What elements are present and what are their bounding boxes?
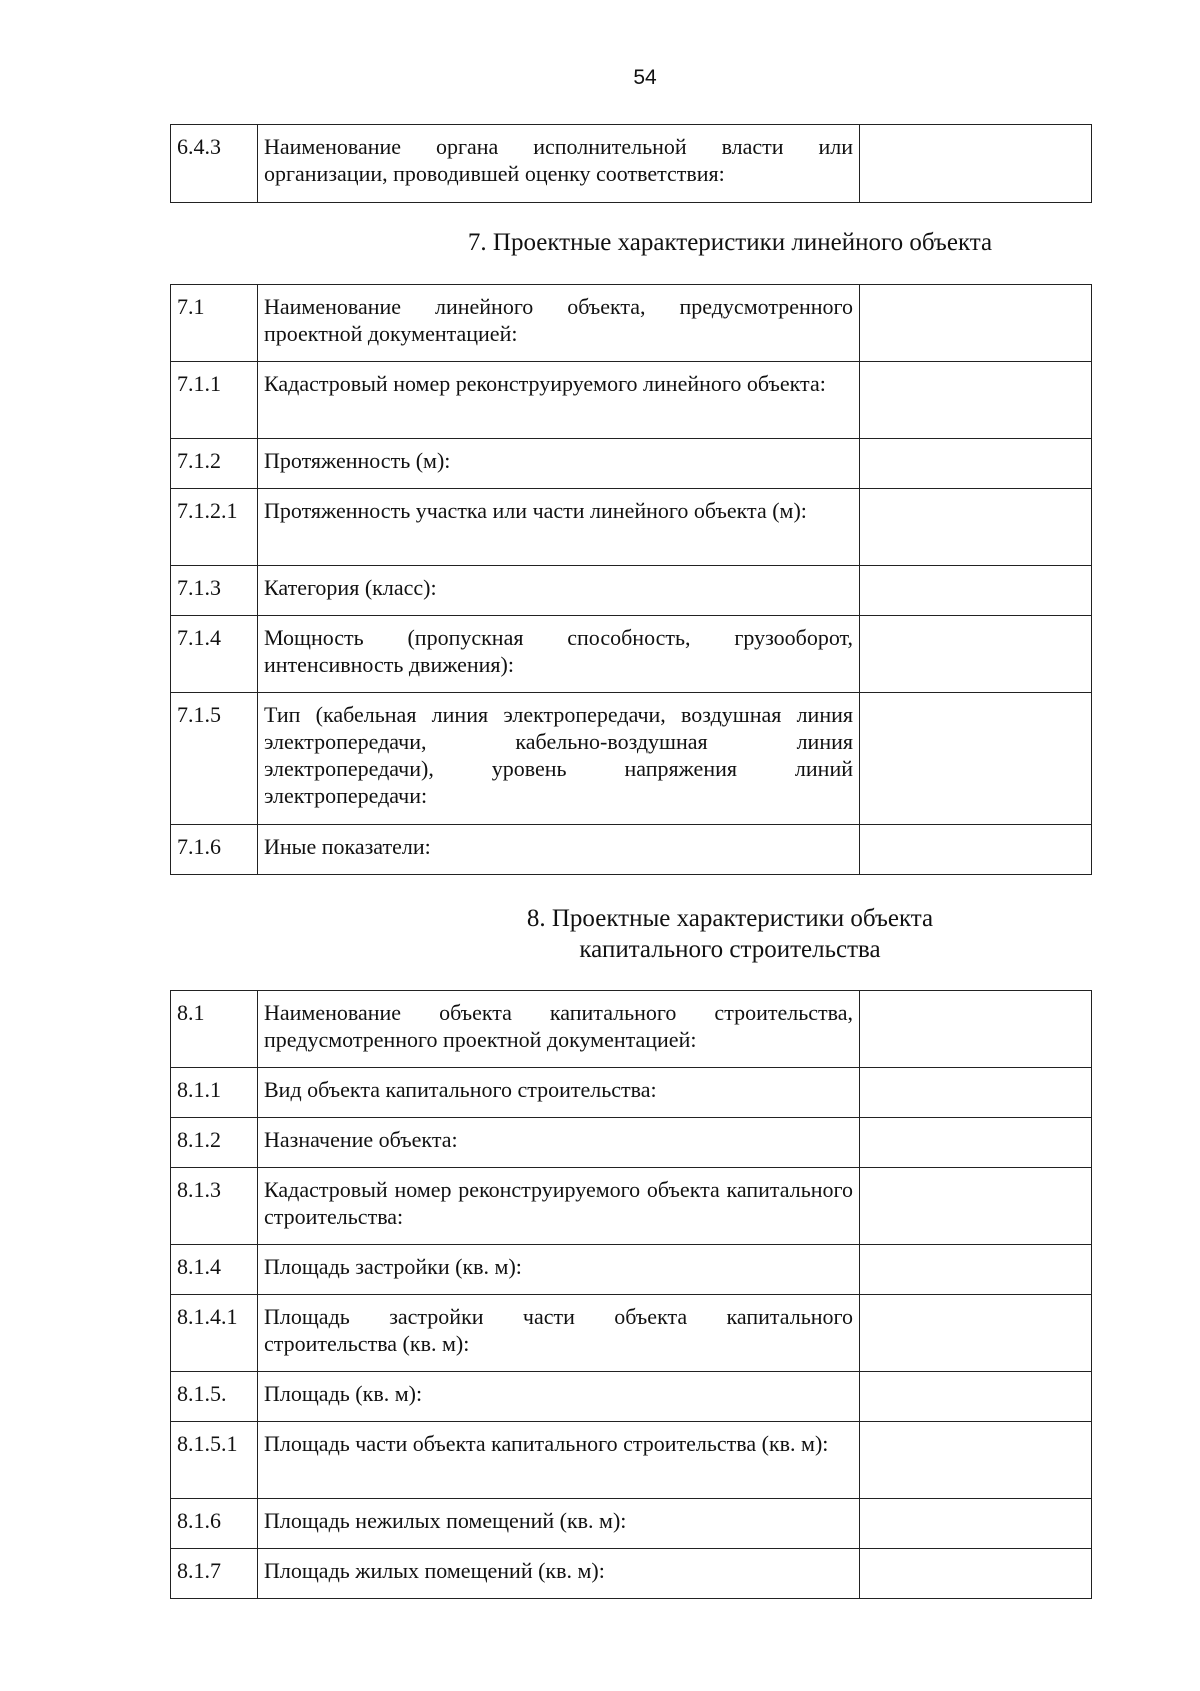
row-value-field[interactable] xyxy=(860,1499,1092,1549)
row-value-field[interactable] xyxy=(860,1245,1092,1295)
row-value-field[interactable] xyxy=(860,566,1092,616)
row-number: 8.1 xyxy=(171,991,258,1068)
row-value-field[interactable] xyxy=(860,489,1092,566)
row-value-field[interactable] xyxy=(860,1295,1092,1372)
row-value-field[interactable] xyxy=(860,285,1092,362)
table-row xyxy=(171,1118,1092,1168)
table-row xyxy=(171,825,1092,875)
table-row xyxy=(171,1422,1092,1499)
row-value-field[interactable] xyxy=(860,1422,1092,1499)
row-label: Кадастровый номер реконструируемого объекта капитального строительства: xyxy=(258,1168,860,1245)
table-row xyxy=(171,1549,1092,1599)
row-label: Площадь застройки (кв. м): xyxy=(258,1245,860,1295)
page-number: 54 xyxy=(633,66,657,89)
row-value-field[interactable] xyxy=(860,1168,1092,1245)
row-label: Категория (класс): xyxy=(258,566,860,616)
row-label: Протяженность участка или части линейного объекта (м): xyxy=(258,489,860,566)
table-row xyxy=(171,1372,1092,1422)
section-7-heading: 7. Проектные характеристики линейного объекта xyxy=(467,229,993,256)
table-section-7 xyxy=(170,284,1092,875)
row-value-field[interactable] xyxy=(860,693,1092,825)
row-number: 7.1.5 xyxy=(171,693,258,825)
row-label: Площадь жилых помещений (кв. м): xyxy=(258,1549,860,1599)
table-previous-section xyxy=(170,124,1092,203)
row-number: 8.1.4.1 xyxy=(171,1295,258,1372)
row-label: Наименование органа исполнительной власти или организации, проводившей оценку соответствия: xyxy=(258,125,860,203)
table-row xyxy=(171,616,1092,693)
row-label: Площадь нежилых помещений (кв. м): xyxy=(258,1499,860,1549)
table-row xyxy=(171,1499,1092,1549)
row-number: 7.1.2.1 xyxy=(171,489,258,566)
row-number: 7.1.6 xyxy=(171,825,258,875)
table-row xyxy=(171,991,1092,1068)
row-number: 8.1.3 xyxy=(171,1168,258,1245)
row-value-field[interactable] xyxy=(860,825,1092,875)
row-label: Мощность (пропускная способность, грузооборот, интенсивность движения): xyxy=(258,616,860,693)
row-label: Вид объекта капитального строительства: xyxy=(258,1068,860,1118)
row-label: Площадь застройки части объекта капитального строительства (кв. м): xyxy=(258,1295,860,1372)
section-8-heading xyxy=(170,903,1200,965)
row-label: Тип (кабельная линия электропередачи, воздушная линия электропередачи, кабельно-воздушная линия электропередачи), уровень напряжения линий электропередачи: xyxy=(258,693,860,825)
row-number: 7.1.1 xyxy=(171,362,258,439)
row-number: 8.1.7 xyxy=(171,1549,258,1599)
row-number: 6.4.3 xyxy=(171,125,258,203)
row-number: 7.1.2 xyxy=(171,439,258,489)
row-value-field[interactable] xyxy=(860,1549,1092,1599)
row-label: Назначение объекта: xyxy=(258,1118,860,1168)
section-8-heading-line-1: 8. Проектные характеристики объекта xyxy=(526,905,934,932)
row-number: 8.1.2 xyxy=(171,1118,258,1168)
row-number: 8.1.5. xyxy=(171,1372,258,1422)
row-value-field[interactable] xyxy=(860,125,1092,203)
row-label: Площадь части объекта капитального строительства (кв. м): xyxy=(258,1422,860,1499)
table-row xyxy=(171,1168,1092,1245)
table-row xyxy=(171,362,1092,439)
table-row xyxy=(171,566,1092,616)
section-8-heading-line-2: капитального строительства xyxy=(579,936,881,963)
table-section-8 xyxy=(170,990,1092,1599)
row-label: Протяженность (м): xyxy=(258,439,860,489)
row-number: 7.1.3 xyxy=(171,566,258,616)
row-number: 7.1 xyxy=(171,285,258,362)
row-value-field[interactable] xyxy=(860,362,1092,439)
row-number: 7.1.4 xyxy=(171,616,258,693)
row-label: Наименование объекта капитального строительства, предусмотренного проектной документацией: xyxy=(258,991,860,1068)
row-label: Иные показатели: xyxy=(258,825,860,875)
table-row xyxy=(171,489,1092,566)
row-label: Наименование линейного объекта, предусмотренного проектной документацией: xyxy=(258,285,860,362)
row-label: Площадь (кв. м): xyxy=(258,1372,860,1422)
row-label: Кадастровый номер реконструируемого линейного объекта: xyxy=(258,362,860,439)
row-number: 8.1.1 xyxy=(171,1068,258,1118)
table-row xyxy=(171,693,1092,825)
table-row xyxy=(171,1295,1092,1372)
row-value-field[interactable] xyxy=(860,1068,1092,1118)
table-row xyxy=(171,1245,1092,1295)
table-row xyxy=(171,125,1092,203)
row-value-field[interactable] xyxy=(860,1372,1092,1422)
table-row xyxy=(171,1068,1092,1118)
row-number: 8.1.6 xyxy=(171,1499,258,1549)
table-row xyxy=(171,285,1092,362)
row-value-field[interactable] xyxy=(860,439,1092,489)
table-row xyxy=(171,439,1092,489)
row-number: 8.1.4 xyxy=(171,1245,258,1295)
row-value-field[interactable] xyxy=(860,616,1092,693)
row-value-field[interactable] xyxy=(860,1118,1092,1168)
row-number: 8.1.5.1 xyxy=(171,1422,258,1499)
row-value-field[interactable] xyxy=(860,991,1092,1068)
